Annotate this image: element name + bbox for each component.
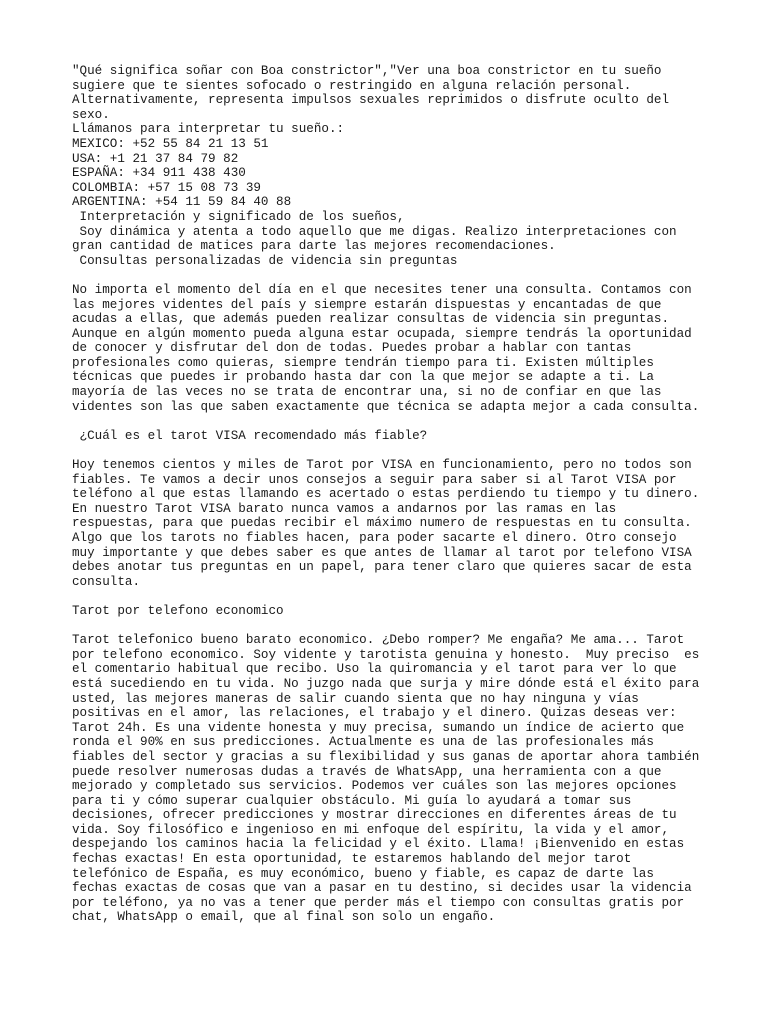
phone-list bbox=[72, 137, 712, 210]
text-line: Interpretación y significado de los sueños, bbox=[72, 209, 405, 224]
text-line: sexo. bbox=[72, 107, 110, 122]
text-line: técnicas que puedes ir probando hasta dar con la que mejor se adapte a ti. La bbox=[72, 370, 654, 385]
text-line: por telefono economico. Soy vidente y tarotista genuina y honesto. Muy preciso es bbox=[72, 647, 700, 662]
text-line: Tarot 24h. Es una vidente honesta y muy precisa, sumando un índice de acierto que bbox=[72, 720, 685, 735]
spacer bbox=[72, 619, 712, 634]
phone-colombia: COLOMBIA: +57 15 08 73 39 bbox=[72, 180, 261, 195]
text-line: decisiones, ofrecer predicciones y mostrar direcciones en diferentes áreas de tu bbox=[72, 808, 677, 823]
text-line: usted, las mejores maneras de salir cuando sienta que no hay ninguna y vías bbox=[72, 691, 639, 706]
text-line: telefónico de España, es muy económico, bueno y fiable, es capaz de darte las bbox=[72, 866, 654, 881]
text-line: está sucediendo en tu vida. No juzgo nada que surja y mire dónde está el éxito para bbox=[72, 676, 700, 691]
section-heading-tarot-visa: ¿Cuál es el tarot VISA recomendado más fiable? bbox=[72, 428, 428, 443]
paragraph-consultas bbox=[72, 283, 712, 414]
spacer bbox=[72, 414, 712, 429]
text-line: gran cantidad de matices para darte las mejores recomendaciones. bbox=[72, 239, 556, 254]
text-line: puede resolver numerosas dudas a través de WhatsApp, una herramienta con a que bbox=[72, 764, 662, 779]
text-line: En nuestro Tarot VISA barato nunca vamos a andarnos por las ramas en las bbox=[72, 501, 617, 516]
text-line: por teléfono, ya no vas a tener que perder más el tiempo con consultas gratis por bbox=[72, 895, 685, 910]
text-line: respuestas, para que puedas recibir el máximo numero de respuestas en tu consulta. bbox=[72, 516, 692, 531]
paragraph-tarot-telefono bbox=[72, 633, 712, 925]
text-line: consulta. bbox=[72, 574, 141, 589]
text-line: teléfono al que estas llamando es acertado o estas perdiendo tu tiempo y tu dinero. bbox=[72, 487, 700, 502]
text-line: Hoy tenemos cientos y miles de Tarot por VISA en funcionamiento, pero no todos son bbox=[72, 458, 692, 473]
phone-spain: ESPAÑA: +34 911 438 430 bbox=[72, 166, 246, 181]
services-paragraph bbox=[72, 210, 712, 268]
text-line: acudas a ellas, que además pueden realizar consultas de videncia sin preguntas. bbox=[72, 312, 670, 327]
text-line: positivas en el amor, las relaciones, el trabajo y el dinero. Quizas deseas ver: bbox=[72, 706, 677, 721]
text-line: Soy dinámica y atenta a todo aquello que me digas. Realizo interpretaciones con bbox=[72, 224, 677, 239]
paragraph-tarot-visa bbox=[72, 458, 712, 589]
phone-usa: USA: +1 21 37 84 79 82 bbox=[72, 151, 239, 166]
text-line: para ti y cómo superar cualquier obstáculo. Mi guía lo ayudará a tomar sus bbox=[72, 793, 632, 808]
text-line: "Qué significa soñar con Boa constrictor","Ver una boa constrictor en tu sueño bbox=[72, 64, 662, 78]
phone-argentina: ARGENTINA: +54 11 59 84 40 88 bbox=[72, 195, 292, 210]
text-line: ronda el 90% en sus predicciones. Actualmente es una de las profesionales más bbox=[72, 735, 654, 750]
text-line: chat, WhatsApp o email, que al final son solo un engaño. bbox=[72, 910, 496, 925]
text-line: No importa el momento del día en el que necesites tener una consulta. Contamos con bbox=[72, 282, 692, 297]
text-line: el comentario habitual que recibo. Uso la quiromancia y el tarot para ver lo que bbox=[72, 662, 677, 677]
section-heading-tarot-telefono: Tarot por telefono economico bbox=[72, 603, 284, 618]
spacer bbox=[72, 443, 712, 458]
text-line: videntes son las que saben exactamente que técnica se adapta mejor a cada consulta. bbox=[72, 399, 700, 414]
text-line: Aunque en algún momento pueda alguna estar ocupada, siempre tendrás la oportunidad bbox=[72, 326, 692, 341]
text-line: Consultas personalizadas de videncia sin preguntas bbox=[72, 253, 458, 268]
text-line: sugiere que te sientes sofocado o restringido en alguna relación personal. bbox=[72, 78, 632, 93]
text-line: Alternativamente, representa impulsos sexuales reprimidos o disfrute oculto del bbox=[72, 93, 670, 108]
text-line: vida. Soy filosófico e ingenioso en mi enfoque del espíritu, la vida y el amor, bbox=[72, 822, 670, 837]
text-line: mejorado y completado sus servicios. Podemos ver cuáles son las mejores opciones bbox=[72, 779, 677, 794]
text-line: profesionales como quieras, siempre tendrán tiempo para ti. Existen múltiples bbox=[72, 355, 654, 370]
text-line: Algo que los tarots no fiables hacen, para poder sacarte el dinero. Otro consejo bbox=[72, 531, 677, 545]
intro-paragraph bbox=[72, 64, 712, 137]
text-line: fiables. Te vamos a decir unos consejos a seguir para saber si al Tarot VISA por bbox=[72, 472, 677, 487]
text-line: muy importante y que debes saber es que antes de llamar al tarot por telefono VISA bbox=[72, 545, 692, 560]
text-line: fiables del sector y gracias a su flexibilidad y sus ganas de aportar ahora también bbox=[72, 749, 700, 764]
text-line: Tarot telefonico bueno barato economico. ¿Debo romper? Me engaña? Me ama... Tarot bbox=[72, 633, 685, 648]
text-line: Llámanos para interpretar tu sueño.: bbox=[72, 122, 345, 137]
text-line: mayoría de las veces no se trata de encontrar una, si no de confiar en que las bbox=[72, 385, 662, 400]
spacer bbox=[72, 589, 712, 604]
text-line: fechas exactas de cosas que van a pasar en tu destino, si decides usar la videncia bbox=[72, 881, 692, 896]
spacer bbox=[72, 268, 712, 283]
phone-mexico: MEXICO: +52 55 84 21 13 51 bbox=[72, 136, 269, 151]
text-line: debes anotar tus preguntas en un papel, para tener claro que quieres sacar de esta bbox=[72, 560, 692, 575]
text-line: de conocer y disfrutar del don de todas. Puedes probar a hablar con tantas bbox=[72, 341, 632, 356]
text-line: las mejores videntes del país y siempre estarán dispuestas y encantadas de que bbox=[72, 297, 662, 312]
text-line: despejando los caminos hacia la felicidad y el éxito. Llama! ¡Bienvenido en estas bbox=[72, 837, 685, 852]
text-line: fechas exactas! En esta oportunidad, te estaremos hablando del mejor tarot bbox=[72, 852, 632, 867]
document-body bbox=[72, 64, 712, 925]
